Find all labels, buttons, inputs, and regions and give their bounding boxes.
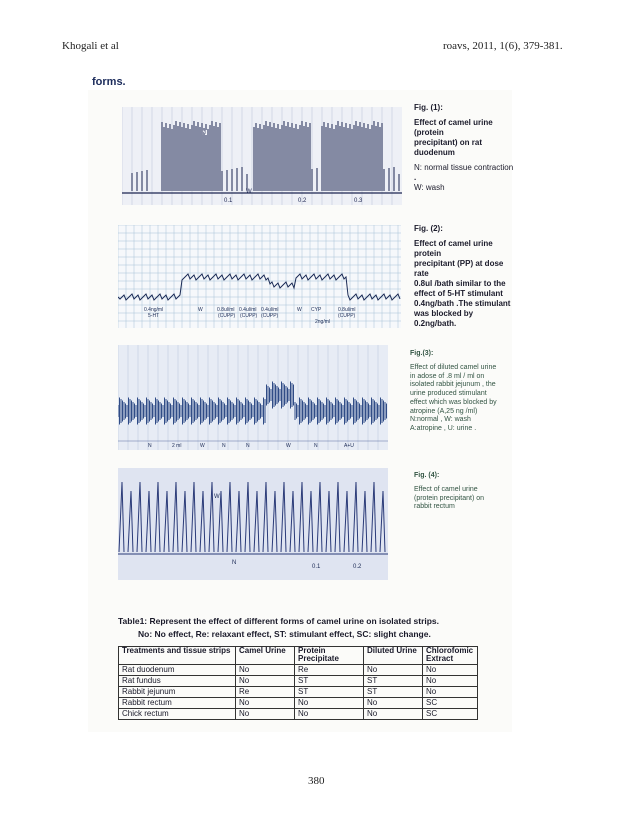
fig2-label-dose5: 0.8ul/ml [338,307,356,313]
figure-4-caption-line: Effect of camel urine [414,485,478,493]
figure-1-caption-line: precipitant) on rat duodenum [414,138,483,157]
table-caption-line1: Table1: Represent the effect of different forms of camel urine on isolated strips. [118,616,440,626]
table-row [119,675,478,686]
fig2-label-dose-5ht: 0.4ng/ml [144,307,164,313]
table-cell: Re [295,664,364,675]
header-treatments: Treatments and tissue strips [119,647,236,665]
header-diluted-urine: Diluted Urine [364,647,423,665]
table-cell: No [423,686,478,697]
table-cell: Rabbit rectum [119,697,236,708]
fig4-label-n: N [232,560,237,566]
figure-3-caption-line: Effect of diluted camel urine [410,363,497,371]
figure-3-trace [118,345,388,450]
table-cell: No [423,664,478,675]
fig3-label-w1: W [200,443,205,449]
figure-4-caption [414,472,514,512]
table-cell: No [364,697,423,708]
fig2-label-cupp2: (CUPP) [218,313,236,319]
table-cell: ST [364,686,423,697]
figure-2-caption-line: 0.8ul /bath similar to the [414,279,506,288]
fig2-label-cupp5: (CUPP) [338,313,356,319]
fig1-label-w: W [246,189,252,195]
running-header-authors: Khogali et al [62,40,119,52]
figure-1-caption-line: N: normal tissue contraction [414,163,514,172]
fig2-label-dose3: 0.4ul/ml [239,307,257,313]
figure-2-caption-line: effect of 5-HT stimulant [414,289,503,298]
fig1-label-dose2: 0.2 [298,198,307,204]
fig2-label-cyp: CYP [311,307,322,313]
fig3-label-n4: N [314,443,318,449]
fig4-label-w: W [214,494,220,500]
figure-1-caption [414,103,514,193]
figure-2-caption-line: 0.4ng/bath .The stimulant [414,299,511,308]
fig2-label-cupp3: (CUPP) [240,313,258,319]
fig2-label-dose4: 0.4ul/ml [261,307,279,313]
fig4-label-dose2: 0.2 [353,564,362,570]
table-cell: ST [295,686,364,697]
fig2-label-w2: W [297,307,302,313]
figure-1-trace [122,107,402,205]
table-cell: SC [423,708,478,719]
fig1-label-dose1: 0.1 [224,198,233,204]
fig1-label-dose3: 0.3 [354,198,363,204]
figure-4-caption-line: rabbit rectum [414,503,455,511]
figure-4-trace [118,468,388,580]
figure-4-title: Fig. (4): [414,472,440,479]
figure-2-caption-line: was blocked by 0.2ng/bath. [414,309,474,328]
fig2-label-cyp-dose: 2ng/ml [315,319,331,325]
table-cell: No [295,708,364,719]
fig2-label-w1: W [198,307,203,313]
table-cell: No [423,675,478,686]
table-cell: No [236,708,295,719]
figure-3-caption-line: in adose of .8 ml / ml on [410,372,485,380]
fig2-label-cupp4: (CUPP) [261,313,279,319]
fig4-label-dose1: 0.1 [312,564,321,570]
fig1-label-n: N [202,130,208,137]
table-cell: No [236,675,295,686]
figure-3-caption-line: A:atropine , U: urine . [410,425,477,432]
fig3-label-dose: 2 ml [172,443,182,449]
table-row [119,708,478,719]
table-cell: No [236,664,295,675]
table-cell: ST [295,675,364,686]
table-cell: ST [364,675,423,686]
figure-2-caption-line: Effect of camel urine protein [414,239,493,258]
figure-3-caption-line: N:normal , W: wash [410,416,471,424]
table-cell: No [364,664,423,675]
table-cell: Rat duodenum [119,664,236,675]
figure-3-title: Fig.(3): [410,350,434,357]
table-cell: Re [236,686,295,697]
figure-1-caption-line: Effect of camel urine (protein [414,118,493,137]
table-row [119,686,478,697]
running-header-citation: roavs, 2011, 1(6), 379-381. [443,40,563,52]
fig3-label-w2: W [286,443,291,449]
page-number: 380 [308,775,325,787]
table-cell: No [295,697,364,708]
fig2-label-5ht: 5-HT [148,313,160,319]
table-row [119,664,478,675]
section-fragment: forms. [92,76,126,88]
table-cell: Rat fundus [119,675,236,686]
figure-2-title: Fig. (2): [414,224,443,233]
figure-4-caption-line: (protein precipitant) on [414,494,485,502]
figure-3-caption-line: atropine (A,25 ng /ml) [410,407,478,415]
table-cell: SC [423,697,478,708]
table-cell: Chick rectum [119,708,236,719]
figure-3-caption-line: urine produced stimulant [410,390,487,397]
figure-1-caption-line: . [414,173,417,182]
table-cell: No [236,697,295,708]
table-cell: Rabbit jejunum [119,686,236,697]
figure-1-caption-line: W: wash [414,183,445,192]
figure-1-title: Fig. (1): [414,103,443,112]
figure-2-caption [414,224,514,329]
header-camel-urine: Camel Urine [236,647,295,665]
table-cell: No [364,708,423,719]
table-row [119,697,478,708]
figure-3-caption-line: effect which was blocked by [410,398,497,406]
figure-3-caption-line: isolated rabbit jejunum , the [410,381,496,389]
figure-2-caption-line: precipitant (PP) at dose rate [414,259,504,278]
table-header-row [119,647,478,665]
header-chloroformic-extract: Chlorofomic Extract [423,647,478,665]
fig3-label-au: A+U [344,443,354,449]
header-protein-precipitate: Protein Precipitate [295,647,364,665]
figure-3-caption [410,350,514,434]
figure-2-trace [118,225,401,328]
table-caption-line2: No: No effect, Re: relaxant effect, ST: stimulant effect, SC: slight change. [138,629,431,639]
results-table [118,646,478,720]
table-caption [118,616,439,639]
fig3-label-n1: N [148,443,152,449]
fig3-label-n3: N [246,443,250,449]
fig3-label-n2: N [222,443,226,449]
fig2-label-dose2: 0.8ul/ml [217,307,235,313]
